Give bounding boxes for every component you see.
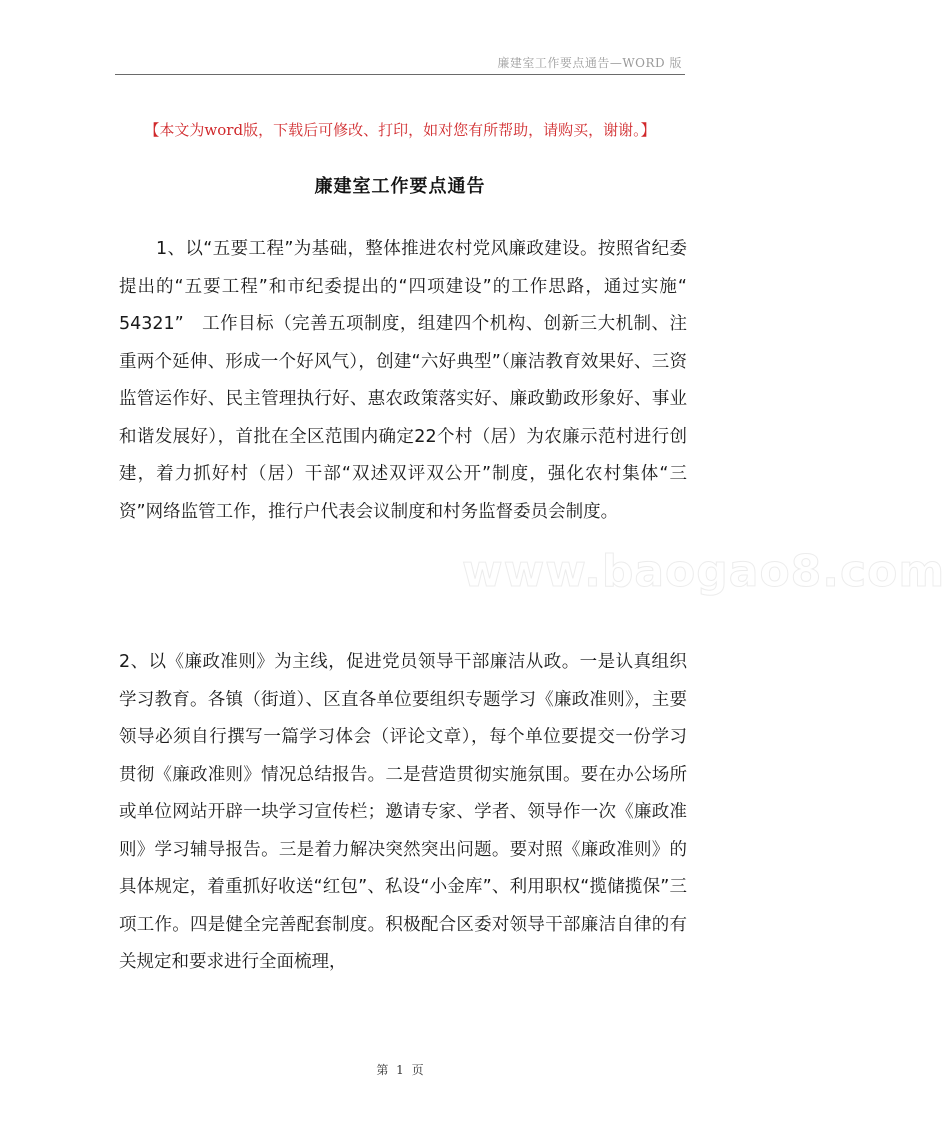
running-header: 廉建室工作要点通告—WORD 版 xyxy=(497,56,682,70)
site-watermark: www.baogao8.com xyxy=(462,546,945,597)
page-number: 第 1 页 xyxy=(376,1063,424,1077)
paragraph-2: 2、以《廉政准则》为主线，促进党员领导干部廉洁从政。一是认真组织学习教育。各镇（街道）、区直各单位要组织专题学习《廉政准则》，主要领导必须自行撰写一篇学习体会（评论文章），每个单位要提交一份学习贯彻《廉政准则》情况总结报告。二是营造贯彻实施氛围。要在办公场所或单位网站开辟一块学习宣传栏；邀请专家、学者、领导作一次《廉政准则》学习辅导报告。三是着力解决突然突出问题。要对照《廉政准则》的具体规定，着重抓好收送“红包”、私设“小金库”、利用职权“揽储揽保”三项工作。四是健全完善配套制度。积极配合区委对领导干部廉洁自律的有关规定和要求进行全面梳理， xyxy=(119,652,687,972)
document-title: 廉建室工作要点通告 xyxy=(314,176,486,197)
paragraph-1: 1、以“五要工程”为基础，整体推进农村党风廉政建设。按照省纪委提出的“五要工程”和市纪委提出的“四项建设”的工作思路，通过实施“ 54321” 工作目标（完善五项制度，组建四个机构、创新三大机制、注重两个延伸、形成一个好风气），创建“六好典型”（廉洁教育效果好、三资监管运作好、民主管理执行好、惠农政策落实好、廉政勤政形象好、事业和谐发展好），首批在全区范围内确定22个村（居）为农廉示范村进行创建，着力抓好村（居）干部“双述双评双公开”制度，强化农村集体“三资”网络监管工作，推行户代表会议制度和村务监督委员会制度。 xyxy=(119,239,705,522)
header-divider xyxy=(115,74,685,75)
purchase-notice: 【本文为word版，下载后可修改、打印，如对您有所帮助，请购买，谢谢。】 xyxy=(144,121,656,139)
